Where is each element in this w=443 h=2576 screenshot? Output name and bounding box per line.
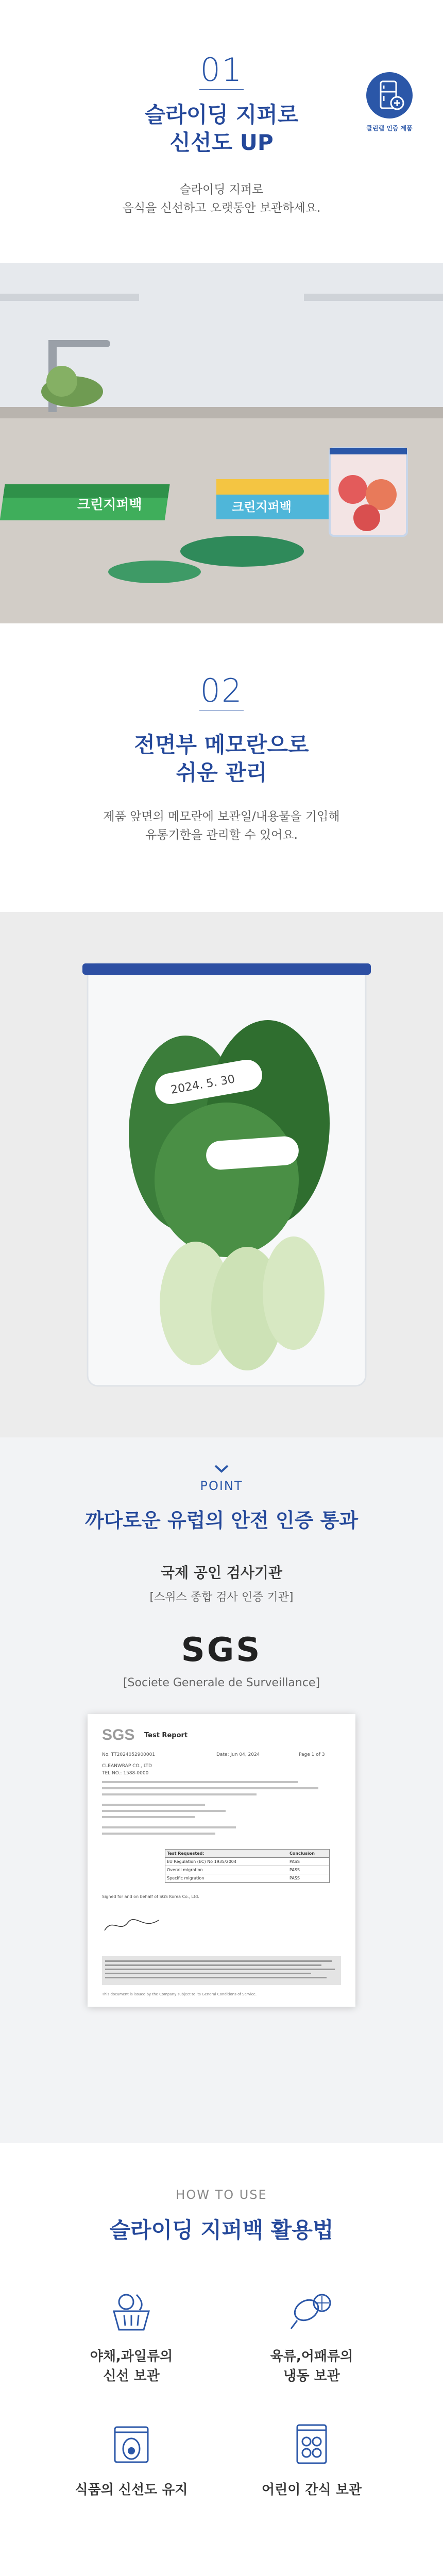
table-cell: PASS	[289, 1876, 300, 1880]
cert-footer-text: This document is issued by the Company subject to its General Conditions of Service.	[102, 1992, 257, 1996]
sgs-full-name: [Societe Generale de Surveillance]	[123, 1676, 320, 1689]
certification-badge	[366, 72, 413, 132]
table-row	[165, 1858, 329, 1866]
usage-text	[41, 2481, 222, 2500]
cert-address: TEL NO.: 1588-0000	[102, 1771, 149, 1776]
table-cell: PASS	[289, 1868, 300, 1872]
section-certification	[0, 1437, 443, 2143]
title-line: 쉬운 관리	[176, 759, 267, 785]
usage-grid	[41, 2284, 402, 2500]
section-title	[0, 731, 443, 787]
snack-bag-icon	[286, 2418, 337, 2469]
cert-page: Page 1 of 3	[299, 1752, 325, 1757]
usage-line: 어린이 간식 보관	[262, 2482, 362, 2498]
table-row	[165, 1874, 329, 1883]
howto-label: HOW TO USE	[176, 2188, 267, 2202]
vegetable-bag-photo	[0, 912, 443, 1437]
cert-footer-block	[102, 1956, 341, 1992]
box-brand-text: 크린지퍼백	[232, 500, 292, 514]
usage-text	[222, 2481, 402, 2500]
title-line: 슬라이딩 지퍼로	[144, 102, 299, 127]
kitchen-product-photo	[0, 263, 443, 623]
table-cell: Specific migration	[167, 1876, 205, 1880]
howto-title: 슬라이딩 지퍼백 활용법	[109, 2217, 334, 2243]
usage-line: 야채,과일류의	[90, 2349, 173, 2364]
point-title: 까다로운 유럽의 안전 인증 통과	[84, 1509, 359, 1532]
usage-line: 냉동 보관	[283, 2368, 340, 2384]
signature-icon	[102, 1915, 164, 1936]
table-cell: EU Regulation (EC) No 1935/2004	[167, 1859, 236, 1864]
usage-item-snacks	[222, 2418, 402, 2500]
test-report-document	[88, 1714, 355, 2007]
table-header: Conclusion	[289, 1851, 315, 1856]
table-header: Test Requested:	[167, 1851, 205, 1856]
cert-logo: SGS	[102, 1726, 135, 1743]
usage-text	[222, 2347, 402, 2386]
section-memo-area	[0, 623, 443, 912]
cert-report-no: No. TT2024052900001	[102, 1752, 156, 1757]
section-sliding-zipper	[0, 0, 443, 263]
desc-line: 유통기한을 관리할 수 있어요.	[145, 828, 298, 842]
vegetable-basket-icon	[106, 2284, 157, 2336]
usage-text	[41, 2347, 222, 2386]
usage-item-vegetables	[41, 2284, 222, 2386]
point-subtitle-detail: [스위스 종합 검사 인증 기관]	[149, 1591, 294, 1604]
cert-date: Date: Jun 04, 2024	[216, 1752, 260, 1757]
cert-body-text	[102, 1781, 341, 1843]
table-cell: PASS	[289, 1859, 300, 1864]
desc-line: 슬라이딩 지퍼로	[179, 182, 264, 196]
cert-signed: Signed for and on behalf of SGS Korea Co., Ltd.	[102, 1894, 199, 1899]
badge-label: 클린랩 인증 제품	[366, 125, 413, 132]
bag-memo-text: 2024. 5. 30	[169, 1073, 236, 1097]
table-cell: Overall migration	[167, 1868, 203, 1872]
title-line: 전면부 메모란으로	[134, 732, 309, 757]
cert-result-table	[165, 1849, 330, 1883]
usage-line: 육류,어패류의	[270, 2349, 353, 2364]
table-row	[165, 1866, 329, 1874]
section-number: 02	[200, 672, 243, 709]
chevron-down-icon	[0, 1464, 443, 1476]
title-line: 신선도 UP	[169, 129, 274, 155]
desc-line: 음식을 신선하고 오랫동안 보관하세요.	[122, 201, 321, 215]
section-how-to-use	[0, 2143, 443, 2576]
box-brand-text: 크린지퍼백	[77, 497, 142, 513]
section-description	[0, 180, 443, 218]
usage-line: 식품의 신선도 유지	[75, 2482, 188, 2498]
section-description	[0, 807, 443, 845]
cert-applicant: CLEANWRAP CO., LTD	[102, 1764, 152, 1769]
section-number: 01	[200, 51, 243, 89]
usage-line: 신선 보관	[103, 2368, 160, 2384]
number-underline	[199, 89, 244, 90]
cert-title: Test Report	[144, 1732, 188, 1739]
usage-item-freshness	[41, 2418, 222, 2500]
avocado-bag-icon	[106, 2418, 157, 2469]
point-subtitle: 국제 공인 검사기관	[161, 1564, 282, 1581]
meat-freeze-icon	[286, 2284, 337, 2336]
sgs-logo-text: SGS	[181, 1631, 262, 1669]
usage-item-meat	[222, 2284, 402, 2386]
desc-line: 제품 앞면의 메모란에 보관일/내용물을 기입해	[103, 809, 340, 823]
point-label: POINT	[200, 1479, 243, 1493]
fridge-icon	[366, 72, 413, 118]
